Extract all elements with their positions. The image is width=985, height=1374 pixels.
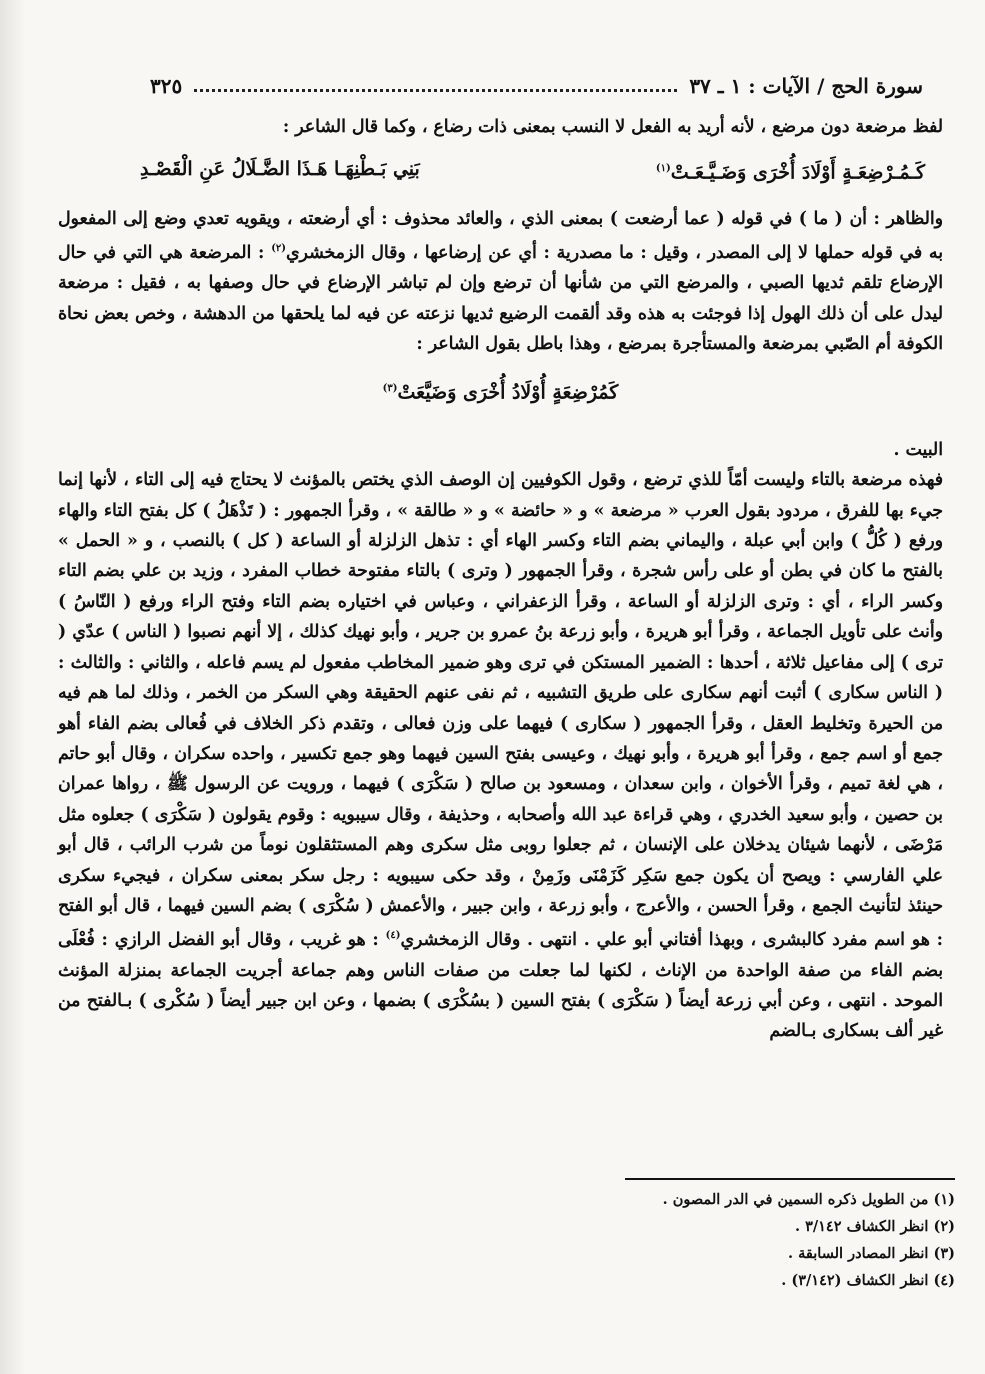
paragraph: والظاهر : أن ( ما ) في قوله ( عما أرضعت ) بمعنى الذي ، والعائد محذوف : أي أرضعته ، ويقويه تعدي وضع إلى المفعول به في قوله حملها لا إلى المصدر ، وقيل : ما مصدرية : أي عن إرضاعها ، وقال الزمخشري$^{(٢)}$ : المرضعة هي التي في حال الإرضاع تلقم ثديها الصبي ، والمرضع التي من شأنها أن ترضع وإن لم تباشر الإرضاع في حال وصفها به ، فقيل : مرضعة ليدل على أن ذلك الهول إذا فوجئت به هذه وقد ألقمت الرضيع ثديها نزعته عن فيه لما يلحقها من الدهشة ، وخص بعض نحاة الكوفة أم الصّبي بمرضعة والمستأجرة بمرضع ، وهذا باطل بقول الشاعر :	[58, 208, 943, 355]
poetry-verse-quote: كَمُرْضِعَةٍ أُوْلَادُ أُخْرَى وَضَيَّعَتْ$^{(٣)}$	[382, 380, 619, 403]
verse-hemistich-second: بَنِي بَـطْنِهَـا هَـذَا الضَّـلَالُ عَنِ الْقَصْـدِ	[140, 158, 420, 181]
chapter-title: سورة الحج / الآيات : ١ ـ ٣٧	[689, 74, 923, 98]
footnotes	[300, 1186, 955, 1294]
footnote-marker: (١)	[655, 163, 671, 175]
footnote-item: (٤) انظر الكشاف (٣/١٤٢) .	[781, 1272, 955, 1289]
poetry-verse	[58, 142, 943, 203]
main-text	[58, 112, 943, 1047]
footnote-marker: (٤)	[385, 930, 401, 942]
paragraph: البيت .	[893, 439, 943, 460]
verse-hemistich-first: كَـمُـرْضِعَـةٍ أَوْلَادَ أُخْرَى وَضَـيَّـعَـتْ$^{(١)}$	[655, 161, 925, 184]
footnote-item: (٢) انظر الكشاف ٣/١٤٢ .	[794, 1218, 955, 1235]
running-header	[150, 68, 923, 104]
footnote-divider	[625, 1178, 955, 1180]
paragraph: فهذه مرضعة بالتاء وليست أمّاً للذي ترضع ، وقول الكوفيين إن الوصف الذي يختص بالمؤنث لا يحتاج فيه إلى التاء ، لأنها إنما جيء بها للفرق ، مردود بقول العرب « مرضعة » و « حائضة » و « طالقة » ، وقرأ الجمهور : ( تَذْهَلُ ) كل بفتح التاء والهاء ورفع ( كُلُّ ) وابن أبي عبلة ، واليماني بضم التاء وكسر الهاء أي : تذهل الزلزلة أو الساعة ( كل ) بالنصب ، و « الحمل » بالفتح ما كان في بطن أو على رأس شجرة ، وقرأ الجمهور ( وترى ) بالتاء مفتوحة خطاب المفرد ، وزيد بن علي بضم التاء وكسر الراء ، أي : وترى الزلزلة أو الساعة ، وقرأ الزعفراني ، وعباس في اختياره بضم التاء وفتح الراء ورفع ( النّاسُ ) وأنث على تأويل الجماعة ، وقرأ أبو هريرة ، وأبو زرعة بنُ عمرو بن جرير ، وأبو نهيك كذلك ، إلا أنهم نصبوا ( الناس ) عدّي ( ترى ) إلى مفاعيل ثلاثة ، أحدها : الضمير المستكن في ترى وهو ضمير المخاطب مفعول لم يسم فاعله ، والثاني : والثالث : ( الناس سكارى ) أثبت أنهم سكارى على طريق التشبيه ، ثم نفى عنهم الحقيقة وهي السكر من الخمر ، وذلك لما هم فيه من الحيرة وتخليط العقل ، وقرأ الجمهور ( سكارى ) فيهما على وزن فعالى ، وتقدم ذكر الخلاف في فُعالى بضم الفاء أهو جمع أو اسم جمع ، وقرأ أبو هريرة ، وأبو نهيك ، وعيسى بفتح السين فيهما وهو جمع تكسير ، واحده سكران ، وقال أبو حاتم ، هي لغة تميم ، وقرأ الأخوان ، وابن سعدان ، ومسعود بن صالح ( سَكْرَى ) فيهما ، ورويت عن الرسول ﷺ ، رواها عمران بن حصين ، وأبو سعيد الخدري ، وهي قراءة عبد الله وأصحابه ، وحذيفة ، وقال سيبويه : وقوم يقولون ( سَكْرَى ) جعلوه مثل مَرْضَى ، لأنهما شيئان يدخلان على الإنسان ، ثم جعلوا روبى مثل سكرى وهم المستثقلون نوماً من شرب الرائب ، قال أبو علي الفارسي : ويصح أن يكون جمع سَكِر كَزَمْنَى وزَمِنْ ، وقد حكى سيبويه : رجل سكر بمعنى سكران ، فيجيء سكرى حينئذ لتأنيث الجمع ، وقرأ الحسن ، والأعرج ، وأبو زرعة ، وابن جبير ، والأعمش ( سُكْرَى ) بضم السين فيهما ، قال أبو الفتح : هو اسم مفرد كالبشرى ، وبهذا أفتاني أبو علي . انتهى . وقال الزمخشري$^{(٤)}$ : هو غريب ، وقال أبو الفضل الرازي : فُعْلَى بضم الفاء من صفة الواحدة من الإناث ، لكنها لما جعلت من صفات الناس وهم جماعة أجريت الجماعة بمنزلة المؤنث الموحد . انتهى ، وعن أبي زرعة أيضاً ( سَكْرَى ) بفتح السين ( بسُكْرَى ) بضمها ، وعن ابن جبير أيضاً ( سُكْرى ) بـالفتح من غير ألف بسكارى بـالضم	[58, 470, 943, 1042]
page-edge-shadow	[0, 0, 26, 1374]
footnote-item: (١) من الطويل ذكره السمين في الدر المصون .	[662, 1191, 955, 1208]
paragraph: لفظ مرضعة دون مرضع ، لأنه أريد به الفعل لا النسب بمعنى ذات رضاع ، وكما قال الشاعر :	[282, 117, 943, 137]
dotted-leader	[194, 89, 677, 92]
footnote-marker: (٣)	[382, 382, 398, 394]
footnote-item: (٣) انظر المصادر السابقة .	[788, 1245, 955, 1262]
page-number: ٣٢٥	[150, 74, 183, 98]
footnote-marker: (٢)	[271, 243, 287, 255]
